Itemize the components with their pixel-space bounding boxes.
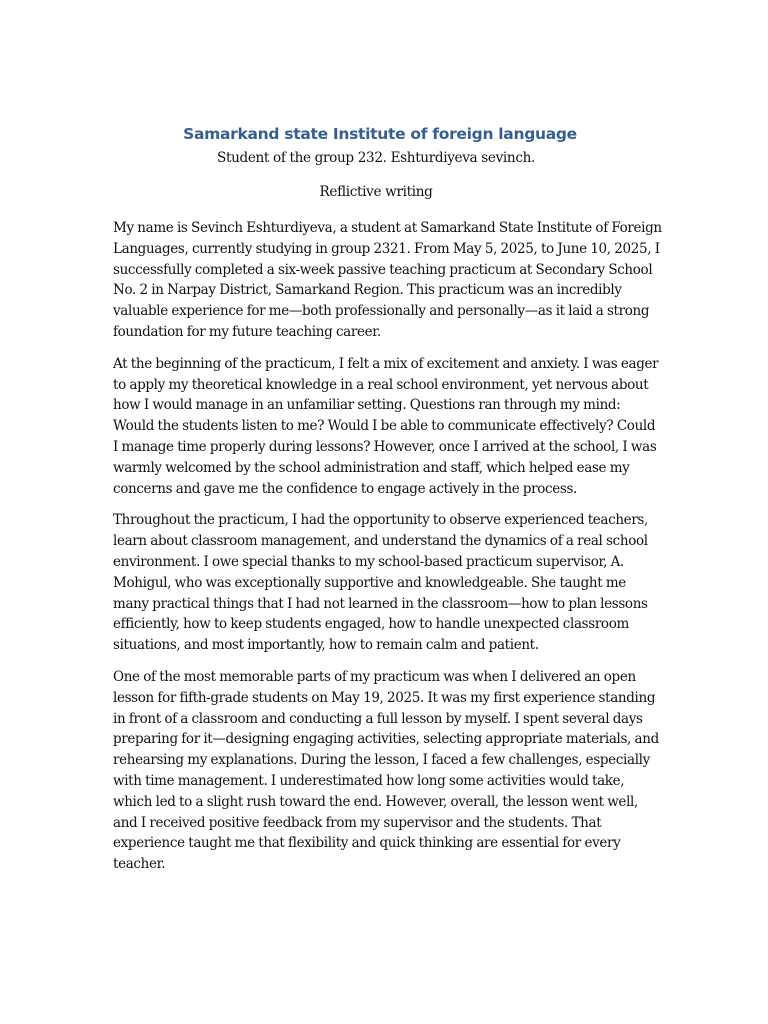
- text-line: to apply my theoretical knowledge in a real school environment, yet nervous about: [113, 376, 649, 393]
- text-line: One of the most memorable parts of my practicum was when I delivered an open: [113, 668, 636, 685]
- text-line: teacher.: [113, 856, 166, 873]
- text-line: warmly welcomed by the school administration and staff, which helped ease my: [113, 459, 630, 476]
- text-line: with time management. I underestimated how long some activities would take,: [113, 772, 625, 789]
- text-line: efficiently, how to keep students engaged, how to handle unexpected classroom: [113, 616, 629, 633]
- text-line: and I received positive feedback from my supervisor and the students. That: [113, 814, 602, 831]
- paragraph-2: [113, 354, 658, 500]
- text-line: No. 2 in Narpay District, Samarkand Region. This practicum was an incredibly: [113, 282, 622, 299]
- text-line: how I would manage in an unfamiliar setting. Questions ran through my mind:: [113, 397, 621, 414]
- document-body: [113, 218, 662, 886]
- text-line: rehearsing my explanations. During the lesson, I faced a few challenges, especially: [113, 752, 650, 769]
- text-line: learn about classroom management, and understand the dynamics of a real school: [113, 533, 648, 550]
- text-line: concerns and gave me the confidence to engage actively in the process.: [113, 480, 577, 497]
- text-line: My name is Sevinch Eshturdiyeva, a student at Samarkand State Institute of Foreign: [113, 220, 662, 236]
- text-line: lesson for fifth-grade students on May 19, 2025. It was my first experience standing: [113, 689, 656, 706]
- text-line: situations, and most importantly, how to remain calm and patient.: [113, 637, 539, 654]
- text-line: many practical things that I had not learned in the classroom—how to plan lessons: [113, 595, 648, 612]
- text-line: environment. I owe special thanks to my school-based practicum supervisor, A.: [113, 553, 624, 570]
- paragraph-3: [113, 510, 658, 656]
- text-line: Mohigul, who was exceptionally supportive and knowledgeable. She taught me: [113, 574, 626, 591]
- paragraph-1: [113, 218, 662, 343]
- text-line: foundation for my future teaching career.: [113, 323, 381, 340]
- text-line: in front of a classroom and conducting a full lesson by myself. I spent several days: [113, 710, 643, 727]
- text-line: preparing for it—designing engaging activities, selecting appropriate materials, and: [113, 731, 659, 748]
- text-line: successfully completed a six-week passive teaching practicum at Secondary School: [113, 261, 653, 278]
- text-line: Would the students listen to me? Would I be able to communicate effectively? Could: [113, 418, 656, 435]
- text-line: Throughout the practicum, I had the opportunity to observe experienced teachers,: [113, 512, 648, 529]
- text-line: Languages, currently studying in group 2321. From May 5, 2025, to June 10, 2025, I: [113, 240, 660, 257]
- document-title: Reflictive writing: [319, 184, 433, 200]
- text-line: experience taught me that flexibility and quick thinking are essential for every: [113, 835, 621, 852]
- text-line: valuable experience for me—both professionally and personally—as it laid a strong: [113, 303, 650, 320]
- text-line: which led to a slight rush toward the end. However, overall, the lesson went well,: [113, 793, 638, 810]
- text-line: I manage time properly during lessons? However, once I arrived at the school, I was: [113, 438, 657, 455]
- text-line: At the beginning of the practicum, I felt a mix of excitement and anxiety. I was eager: [113, 355, 659, 372]
- student-info: Student of the group 232. Eshturdiyeva sevinch.: [217, 150, 535, 166]
- institution-heading: Samarkand state Institute of foreign language: [183, 125, 577, 143]
- paragraph-4: [113, 667, 658, 875]
